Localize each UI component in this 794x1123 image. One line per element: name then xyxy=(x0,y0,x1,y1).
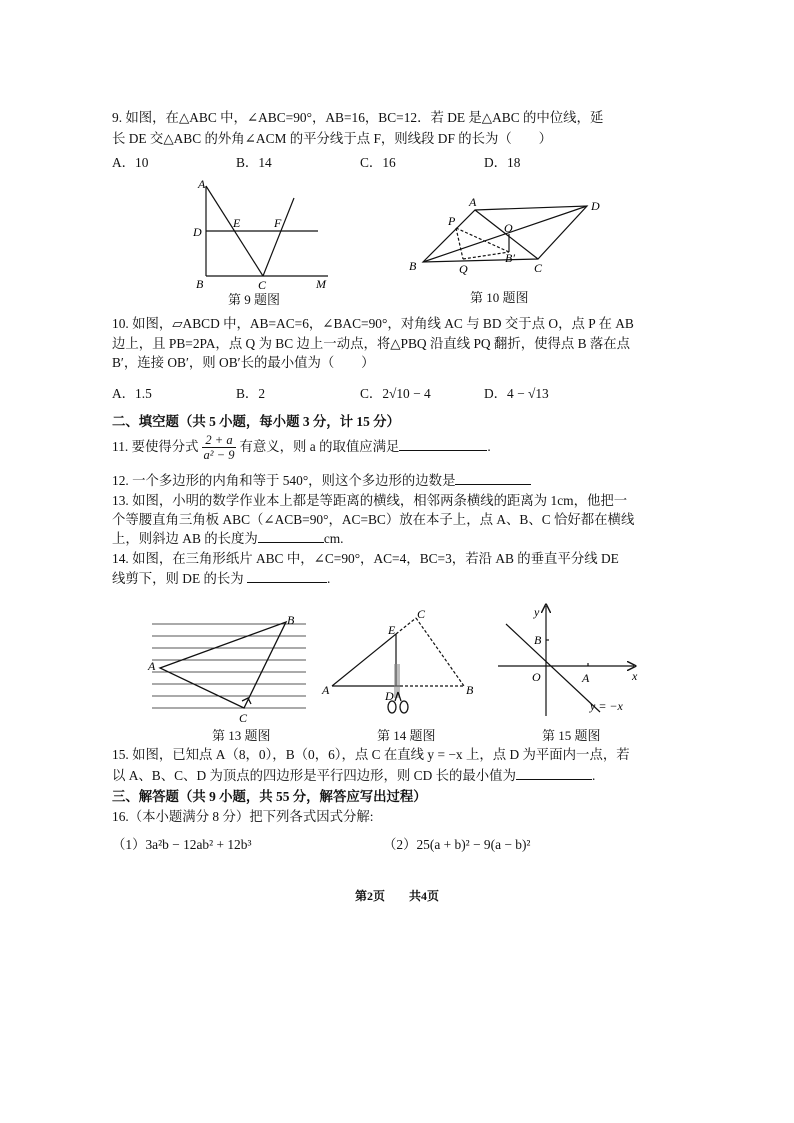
q11-numerator: 2 + a xyxy=(202,433,237,448)
q10-label-p: P xyxy=(448,214,456,228)
page-footer: 第2页 共4页 xyxy=(354,889,439,903)
q13-line1: 13. 如图，小明的数学作业本上都是等距离的横线，相邻两条横线的距离为 1cm，他把一 xyxy=(112,493,628,508)
q14-line2-post: . xyxy=(327,571,331,586)
q10-label-o: O xyxy=(504,221,513,235)
q9-options xyxy=(112,153,608,172)
q9-option-d: D．18 xyxy=(484,155,521,170)
q14-label-e: E xyxy=(388,623,396,637)
q13-line3-pre: 上，则斜边 AB 的长度为 xyxy=(112,531,258,546)
q10-option-a: A．1.5 xyxy=(112,386,152,401)
q9-option-b: B．14 xyxy=(236,155,272,170)
q9-segment-cf xyxy=(263,198,294,276)
q15-line2-pre: 以 A、B、C、D 为顶点的四边形是平行四边形，则 CD 长的最小值为 xyxy=(112,768,516,783)
q14-cut-blade xyxy=(394,664,400,698)
q13-caption: 第 13 题图 xyxy=(212,728,271,743)
q10-label-q: Q xyxy=(459,262,468,276)
q14-segment-ae xyxy=(332,634,396,686)
figure-q10 xyxy=(403,192,603,284)
q15-answer-blank[interactable] xyxy=(516,766,592,780)
q10-line3: B′，连接 OB′，则 OB′长的最小值为（ ） xyxy=(112,355,375,370)
q15-line2-post: . xyxy=(591,768,596,783)
q12-text: 12. 一个多边形的内角和等于 540°，则这个多边形的边数是 xyxy=(112,473,456,488)
figure-q14 xyxy=(318,606,484,722)
q11-line xyxy=(112,432,491,462)
q10-label-c: C xyxy=(534,261,543,275)
q10-label-d: D xyxy=(591,199,600,213)
q11-answer-blank[interactable] xyxy=(399,437,487,451)
q13-line2: 个等腰直角三角板 ABC（∠ACB=90°，AC=BC）放在本子上，点 A、B、C 恰好都在横线 xyxy=(112,512,635,527)
q9-caption: 第 9 题图 xyxy=(228,292,281,307)
q16-line: 16.（本小题满分 8 分）把下列各式因式分解: xyxy=(112,809,374,824)
q10-line1: 10. 如图，▱ABCD 中，AB=AC=6，∠BAC=90°，对角线 AC 与 BD 交于点 O，点 P 在 AB xyxy=(112,316,634,331)
q15-label-line: y = −x xyxy=(590,699,623,713)
q14-caption: 第 14 题图 xyxy=(377,728,436,743)
q9-label-a: A xyxy=(198,177,206,191)
q11-denominator: a² − 9 xyxy=(203,448,235,463)
q10-option-d: D．4 − √13 xyxy=(484,386,549,401)
q14-label-a: A xyxy=(322,683,330,697)
q9-line2: 长 DE 交△ABC 的外角∠ACM 的平分线于点 F，则线段 DF 的长为（ ） xyxy=(112,131,552,146)
q10-line2: 边上，且 PB=2PA，点 Q 为 BC 边上一动点，将△PBQ 沿直线 PQ 翻折，使得点 B 落在点 xyxy=(112,336,631,351)
q10-label-b: B xyxy=(409,259,417,273)
q15-line1: 15. 如图，已知点 A（8，0），B（0，6），点 C 在直线 y = −x 上，点 D 为平面内一点，若 xyxy=(112,747,630,762)
q15-label-x: x xyxy=(632,669,638,683)
q15-line-y-neg-x xyxy=(506,624,600,712)
q9-label-b: B xyxy=(196,277,204,291)
q10-dash-qb xyxy=(463,252,509,259)
q13-line3 xyxy=(112,529,344,548)
q10-option-b: B．2 xyxy=(236,386,266,401)
q9-label-f: F xyxy=(274,216,282,230)
q14-label-d: D xyxy=(385,689,394,703)
q14-dash-ec xyxy=(396,618,416,634)
q15-line2 xyxy=(112,766,595,785)
q9-label-d: D xyxy=(193,225,202,239)
section-2-heading: 二、填空题（共 5 小题，每小题 3 分，计 15 分） xyxy=(112,414,400,429)
q11-end: . xyxy=(487,439,491,454)
q14-line1: 14. 如图，在三角形纸片 ABC 中，∠C=90°，AC=4，BC=3，若沿 AB 的垂直平分线 DE xyxy=(112,551,619,566)
q15-label-o: O xyxy=(532,670,541,684)
section-3-heading: 三、解答题（共 9 小题，共 55 分，解答应写出过程） xyxy=(112,789,427,804)
q13-label-c: C xyxy=(239,711,248,724)
q15-label-a: A xyxy=(582,671,590,685)
q11-fraction xyxy=(202,433,237,462)
q14-label-b: B xyxy=(466,683,474,697)
figure-q9 xyxy=(188,174,338,292)
q13-answer-blank[interactable] xyxy=(258,529,324,543)
q13-label-b: B xyxy=(287,613,295,627)
q10-label-a: A xyxy=(469,195,477,209)
q14-label-c: C xyxy=(417,607,426,621)
q14-line2 xyxy=(112,569,330,588)
q13-triangle xyxy=(160,622,286,708)
q12-line xyxy=(112,471,531,490)
q10-label-bprime: B′ xyxy=(505,251,515,265)
figure-q15 xyxy=(494,600,644,722)
q10-dash-pq xyxy=(456,228,463,259)
q13-label-a: A xyxy=(148,659,156,673)
q10-options xyxy=(112,384,608,403)
q16-part1: （1）3a²b − 12ab² + 12b³ xyxy=(112,837,252,852)
figure-q13 xyxy=(146,608,312,724)
q15-label-y: y xyxy=(534,605,540,619)
q15-label-b: B xyxy=(534,633,542,647)
q9-option-a: A．10 xyxy=(112,155,149,170)
q11-pre: 11. 要使得分式 xyxy=(112,439,199,454)
q9-line1: 9. 如图，在△ABC 中，∠ABC=90°，AB=16，BC=12．若 DE 是△ABC 的中位线，延 xyxy=(112,110,604,125)
q9-label-m: M xyxy=(316,277,326,291)
q15-caption: 第 15 题图 xyxy=(542,728,601,743)
q14-answer-blank[interactable] xyxy=(247,569,327,583)
q9-label-e: E xyxy=(233,216,241,230)
q14-line2-pre: 线剪下，则 DE 的长为 xyxy=(112,571,244,586)
q12-answer-blank[interactable] xyxy=(455,471,531,485)
q14-dash-cb xyxy=(416,618,464,686)
q11-post: 有意义，则 a 的取值应满足 xyxy=(239,439,400,454)
q10-caption: 第 10 题图 xyxy=(470,290,529,305)
q9-option-c: C．16 xyxy=(360,155,396,170)
q13-line3-post: cm. xyxy=(323,531,344,546)
q16-part2: （2）25(a + b)² − 9(a − b)² xyxy=(383,837,531,852)
q9-label-c: C xyxy=(258,278,267,292)
q10-option-c: C．2√10 − 4 xyxy=(360,386,431,401)
